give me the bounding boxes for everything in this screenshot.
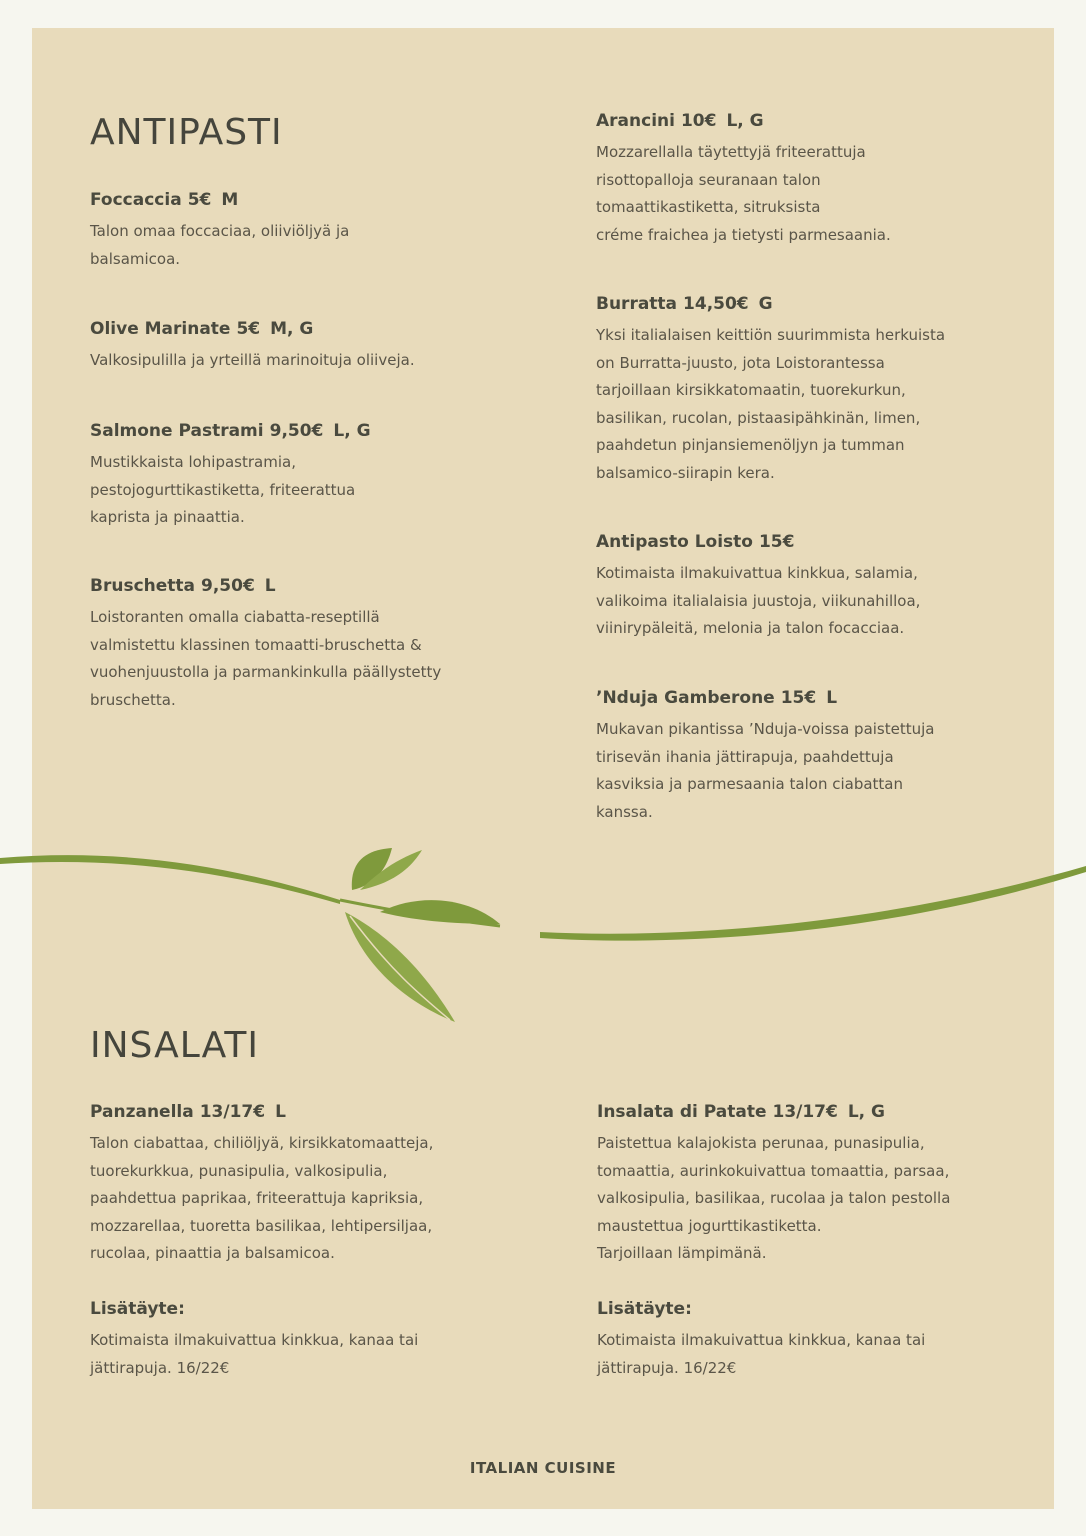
item-diet: M, G [270,319,314,339]
item-diet: M [221,190,239,210]
item-name: Burratta [596,294,678,314]
menu-item-insalata-di-patate [597,1102,977,1268]
item-name: Salmone Pastrami [90,421,264,441]
item-description: Mozzarellalla täytettyjä friteerattuja risottopalloja seuranaan talon tomaattikastiketta, sitruksista créme fraichea ja tietysti parmesaania. [596,143,891,244]
item-name: Olive Marinate [90,319,231,339]
item-description: Talon omaa foccaciaa, oliiviöljyä ja balsamicoa. [90,222,350,268]
item-price: 5€ [187,190,212,210]
item-description: Yksi italialaisen keittiön suurimmista herkuista on Burratta-juusto, jota Loistorantessa tarjoillaan kirsikkatomaatin, tuorekurkun, basilikan, rucolan, pistaasipähkinän, limen, paahdetun pinjansiemenöljyn ja tumman balsamico-siirapin kera. [596,326,946,482]
menu-item-burratta [596,294,976,487]
menu-item-olive-marinate [90,319,470,375]
item-price: 9,50€ [201,576,255,596]
item-description: Valkosipulilla ja yrteillä marinoituja oliiveja. [90,351,415,369]
menu-item-antipasto-loisto [596,532,976,643]
item-price: 15€ [780,688,817,708]
item-name: Insalata di Patate [597,1102,767,1122]
menu-item-extra-topping [90,1299,470,1382]
item-description: Kotimaista ilmakuivattua kinkkua, salamia, valikoima italialaisia juustoja, viikunahilloa, viinirypäleitä, melonia ja talon focacciaa. [596,564,921,637]
menu-item-foccaccia [90,190,470,273]
footer-label: ITALIAN CUISINE [469,1459,617,1477]
item-description: Kotimaista ilmakuivattua kinkkua, kanaa tai jättirapuja. 16/22€ [597,1331,926,1377]
item-price: 9,50€ [269,421,324,441]
item-description: Talon ciabattaa, chiliöljyä, kirsikkatomaatteja, tuorekurkkua, punasipulia, valkosipulia, paahdettua paprikaa, friteerattuja kapriksia, mozzarellaa, tuoretta basilikaa, lehtipersiljaa, rucolaa, pinaattia ja balsamicoa. [90,1134,434,1262]
item-price: 5€ [236,319,261,339]
item-name: Panzanella [90,1102,194,1122]
menu-item-arancini [596,111,976,249]
item-name: Arancini [596,111,675,131]
menu-item-salmone-pastrami [90,421,470,532]
item-diet: L [826,688,838,708]
menu-item-panzanella [90,1102,470,1268]
item-price: 10€ [680,111,717,131]
menu-item-bruschetta [90,576,470,714]
item-name: Antipasto Loisto [596,532,753,552]
item-description: Loistoranten omalla ciabatta-reseptillä valmistettu klassinen tomaatti-bruschetta & vuohenjuustolla ja parmankinkulla päällystetty bruschetta. [90,608,442,709]
item-price: 14,50€ [683,294,749,314]
menu-item-extra-topping [597,1299,977,1382]
item-name: ’Nduja Gamberone [596,688,775,708]
item-description: Paistettua kalajokista perunaa, punasipulia, tomaattia, aurinkokuivattua tomaattia, parsaa, valkosipulia, basilikaa, rucolaa ja talon pestolla maustettua jogurttikastiketta. Tarjoillaan lämpimänä. [597,1134,951,1262]
item-diet: L, G [847,1102,886,1122]
item-description: Mustikkaista lohipastramia, pestojogurttikastiketta, friteerattua kaprista ja pinaattia. [90,453,356,526]
item-diet: L, G [726,111,764,131]
item-name: Lisätäyte: [597,1299,692,1319]
item-description: Kotimaista ilmakuivattua kinkkua, kanaa tai jättirapuja. 16/22€ [90,1331,419,1377]
item-price: 13/17€ [772,1102,838,1122]
item-diet: L [275,1102,286,1122]
item-diet: L [264,576,276,596]
item-name: Lisätäyte: [90,1299,185,1319]
item-description: Mukavan pikantissa ’Nduja-voissa paistettuja tirisevän ihania jättirapuja, paahdettuja kasviksia ja parmesaania talon ciabattan kanssa. [596,720,935,821]
item-price: 15€ [758,532,795,552]
item-name: Foccaccia [90,190,182,210]
antipasti-title: ANTIPASTI [90,112,283,153]
item-name: Bruschetta [90,576,195,596]
item-diet: G [758,294,773,314]
item-price: 13/17€ [199,1102,266,1122]
menu-item-nduja-gamberone [596,688,976,826]
item-diet: L, G [333,421,371,441]
insalati-title: INSALATI [90,1025,260,1066]
olive-branch-icon [0,820,1086,1040]
